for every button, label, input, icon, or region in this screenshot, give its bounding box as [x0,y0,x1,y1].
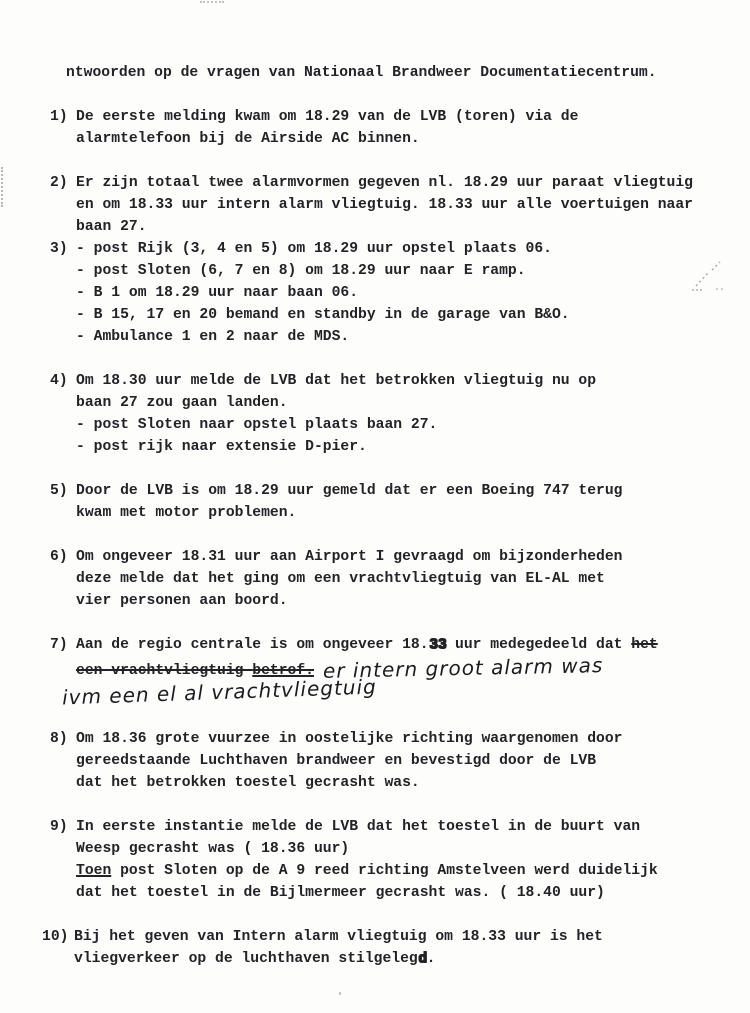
document-item [42,926,712,970]
item-text [76,546,712,612]
item-number: 1) [50,109,68,125]
item-number: 10) [42,929,69,945]
document-body [42,106,712,970]
item-text [76,106,712,150]
text-segment: kwam met motor problemen. [76,505,297,521]
text-segment: post Sloten op de A 9 reed richting Amstelveen werd duidelijk [111,863,658,879]
item-number: 2) [50,175,68,191]
text-segment: - post Sloten (6, 7 en 8) om 18.29 uur naar E ramp. [76,263,526,279]
text-line [76,568,712,590]
text-line [61,674,712,710]
text-line [76,838,712,860]
text-line [76,860,712,882]
text-line [76,436,712,458]
text-line [76,260,712,282]
text-line [76,392,712,414]
text-segment: - post Rijk (3, 4 en 5) om 18.29 uur opstel plaats 06. [76,241,552,257]
text-line [76,882,712,904]
item-number: 8) [50,731,68,747]
item-text [76,238,712,348]
document-item [50,480,712,524]
text-segment: In eerste instantie melde de LVB dat het toestel in de buurt van [76,819,641,835]
text-segment: - post Sloten naar opstel plaats baan 27. [76,417,438,433]
text-line [76,106,712,128]
text-line [76,414,712,436]
text-line [76,634,712,656]
text-segment: Door de LVB is om 18.29 uur gemeld dat er een Boeing 747 terug [76,483,623,499]
item-number: 3) [50,241,68,257]
overtyped-text: d [417,951,427,967]
text-segment: baan 27. [76,219,147,235]
text-line [76,590,712,612]
item-text [76,480,712,524]
text-line [76,816,712,838]
item-number: 6) [50,549,68,565]
text-segment: en om 18.33 uur intern alarm vliegtuig. 18.33 uur alle voertuigen naar [76,197,693,213]
item-number: 5) [50,483,68,499]
text-line [76,128,712,150]
text-line [76,480,712,502]
item-number: 4) [50,373,68,389]
text-segment: . [426,951,436,967]
underlined-text: Toen [76,863,112,879]
text-segment: vliegverkeer op de luchthaven stilgeleg [74,951,418,967]
struck-text: een vrachtvliegtuig [76,663,253,679]
item-text [61,634,712,710]
text-segment: - B 15, 17 en 20 bemand en standby in de garage van B&O. [76,307,570,323]
handwritten-annotation: er intern groot alarm was [322,653,604,683]
text-segment: Bij het geven van Intern alarm vliegtuig om 18.33 uur is het [74,929,603,945]
text-line [76,238,712,260]
text-segment: baan 27 zou gaan landen. [76,395,288,411]
document-item [50,728,712,794]
text-line [76,282,712,304]
document-item [50,172,712,238]
text-line [76,194,712,216]
document-item [50,370,712,458]
text-segment: vier personen aan boord. [76,593,288,609]
text-segment: Om ongeveer 18.31 uur aan Airport I gevraagd om bijzonderheden [76,549,623,565]
document-title: ntwoorden op de vragen van Nationaal Brandweer Documentatiecentrum. [66,65,657,81]
text-line [76,653,712,683]
text-segment: - post rijk naar extensie D-pier. [76,439,367,455]
text-line [76,772,712,794]
text-segment: - Ambulance 1 en 2 naar de MDS. [76,329,350,345]
item-number: 7) [50,637,68,653]
item-text [76,172,712,238]
text-line [76,750,712,772]
struck-underlined-text: betrof. [252,663,314,679]
document-item [50,634,712,710]
struck-text: het [631,637,658,653]
item-number: 9) [50,819,68,835]
text-segment: dat het toestel in de Bijlmermeer gecrasht was. ( 18.40 uur) [76,885,605,901]
text-segment: Weesp gecrasht was ( 18.36 uur) [76,841,350,857]
text-line [76,370,712,392]
text-segment: Om 18.30 uur melde de LVB dat het betrokken vliegtuig nu op [76,373,597,389]
item-text [76,816,712,904]
text-line [76,216,712,238]
text-line [76,728,712,750]
text-segment: uur medegedeeld dat [446,637,632,653]
text-segment: alarmtelefoon bij de Airside AC binnen. [76,131,420,147]
text-segment: Er zijn totaal twee alarmvormen gegeven nl. 18.29 uur paraat vliegtuig [76,175,693,191]
text-segment: dat het betrokken toestel gecrasht was. [76,775,420,791]
document-item [50,816,712,904]
text-line [74,948,712,970]
text-segment: - B 1 om 18.29 uur naar baan 06. [76,285,359,301]
document-item [50,238,712,348]
text-line [74,926,712,948]
text-line [76,172,712,194]
text-line [76,326,712,348]
document-item [50,546,712,612]
text-segment: deze melde dat het ging om een vrachtvliegtuig van EL-AL met [76,571,605,587]
text-line [76,546,712,568]
text-segment: De eerste melding kwam om 18.29 van de LVB (toren) via de [76,109,579,125]
text-line [76,502,712,524]
overtyped-text: 33 [428,637,447,653]
text-segment: Aan de regio centrale is om ongeveer 18. [76,637,429,653]
handwritten-annotation: ivm een el al vrachtvliegtuig [61,674,378,710]
item-text [76,370,712,458]
item-text [74,926,712,970]
item-text [76,728,712,794]
text-segment: Om 18.36 grote vuurzee in oostelijke richting waargenomen door [76,731,623,747]
text-line [76,304,712,326]
document-item [50,106,712,150]
text-segment: gereedstaande Luchthaven brandweer en bevestigd door de LVB [76,753,597,769]
